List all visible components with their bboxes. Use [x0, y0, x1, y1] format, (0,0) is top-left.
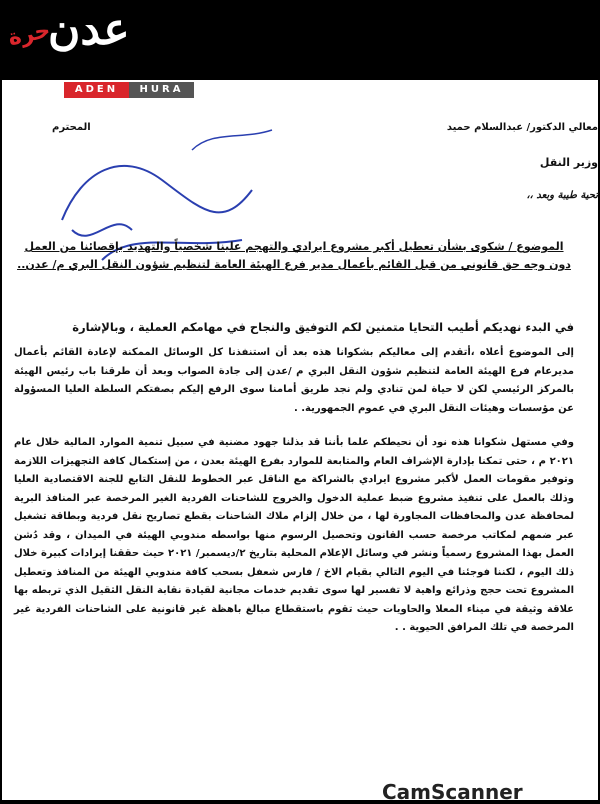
body-paragraph-1: إلى الموضوع أعلاه ،أتقدم إلى معاليكم بشكوانا هذه بعد أن استنفذنا كل الوسائل الممكنة لإعادة القائم بأعمال مديرعام فرع الهيئة العامة لتنظيم شؤون النقل البري م /عدن إلى جادة الصواب وبعد أن طرقنا باب رئيس الهيئة بالمركز الرئيسي لكن لا حياة لمن تنادي ولم نجد طريق أمامنا سوى الرفع إليكم بصفتكم السلطة العليا المسؤولة عن مؤسسات وهيئات النقل البري في عموم الجمهورية. .	[14, 347, 574, 414]
logo-banner	[64, 82, 194, 98]
body-paragraph-2: وفي مستهل شكوانا هذه نود أن نحيطكم علما بأننا قد بذلنا جهود مضنية في سبيل تنمية الموارد المالية خلال عام ٢٠٢١ م ، حتى تمكنا بإدارة الإشراف العام والمتابعة للموارد بفرع الهيئة بعدن ، من إستكمال كافة التجهيزات اللازمة وتوفير مقومات العمل لأكبر مشروع ايرادي بالشراكة مع الناقل عبر الخطوط للنقل التابع للجنة الاقتصادية العليا وذلك بالعمل على تنفيذ مشروع ضبط عملية الدخول والخروج للشاحنات الفردية الغير المرخصة عبر المنافذ البرية لمحافظة عدن والمحافظات المجاورة لها ، من خلال إلزام ملاك الشاحنات بقطع تصاريح نقل فردية وبطاقة تشغيل عبر ضمهم لمكاتب مرخصة حسب القانون وتحصيل الرسوم منها بواسطه مندوبي الهيئة في الميدان ، وقد دُشن العمل بهذا المشروع رسمياً ونشر في وسائل الإعلام المحلية بتاريخ ٢/ديسمبر/ ٢٠٢١ حيث حققنا إيرادات كبيرة خلال ذلك اليوم ، لكننا فوجئنا في اليوم التالي بقيام الاخ / فارس شعفل بسحب كافة مندوبي الهيئة من المنافذ وتعطيل المشروع تحت حجج وذرائع واهية لا تفسير لها سوى تقديم خدمات مجانية لقيادة نقابة النقل الثقيل الذي تربطه بها علاقة وثيقة في ميناء المعلا والحاويات حيث تقوم باستقطاع مبالغ باهظة غير قانونية على الشاحنات الفردية غير المرخصة في تلك المرافق الحيوية . .	[14, 437, 574, 633]
logo-aden-latin: ADEN	[64, 82, 129, 98]
intro-paragraph: في البدء نهديكم أطيب التحايا متمنين لكم التوفيق والنجاح في مهامكم العملية ، وبالإشارة	[72, 320, 574, 334]
site-header	[0, 0, 600, 80]
recipient-salutation: معالي الدكتور/ عبدالسلام حميد	[446, 122, 598, 133]
greeting-line: تحية طيبة وبعد ،،	[526, 190, 598, 201]
logo-aden-text: عدن	[48, 4, 130, 55]
logo-hura-text: حرة	[5, 17, 53, 52]
scanner-watermark: CamScanner	[382, 780, 523, 804]
letter-page	[2, 80, 598, 804]
letter-subject: الموضوع / شكوى بشأن تعطيل أكبر مشروع ايرادي والتهجم علينا شخصياً والتهديد بإقصائنا من العمل دون وجه حق قانوني من قبل القائم بأعمال مدير فرع الهيئة العامة لتنظيم شؤون النقل البري م/ عدن..	[17, 240, 571, 271]
respect-label: المحترم	[52, 122, 91, 133]
logo-hura-latin: HURA	[129, 82, 194, 98]
recipient-title: وزير النقل	[539, 156, 598, 169]
